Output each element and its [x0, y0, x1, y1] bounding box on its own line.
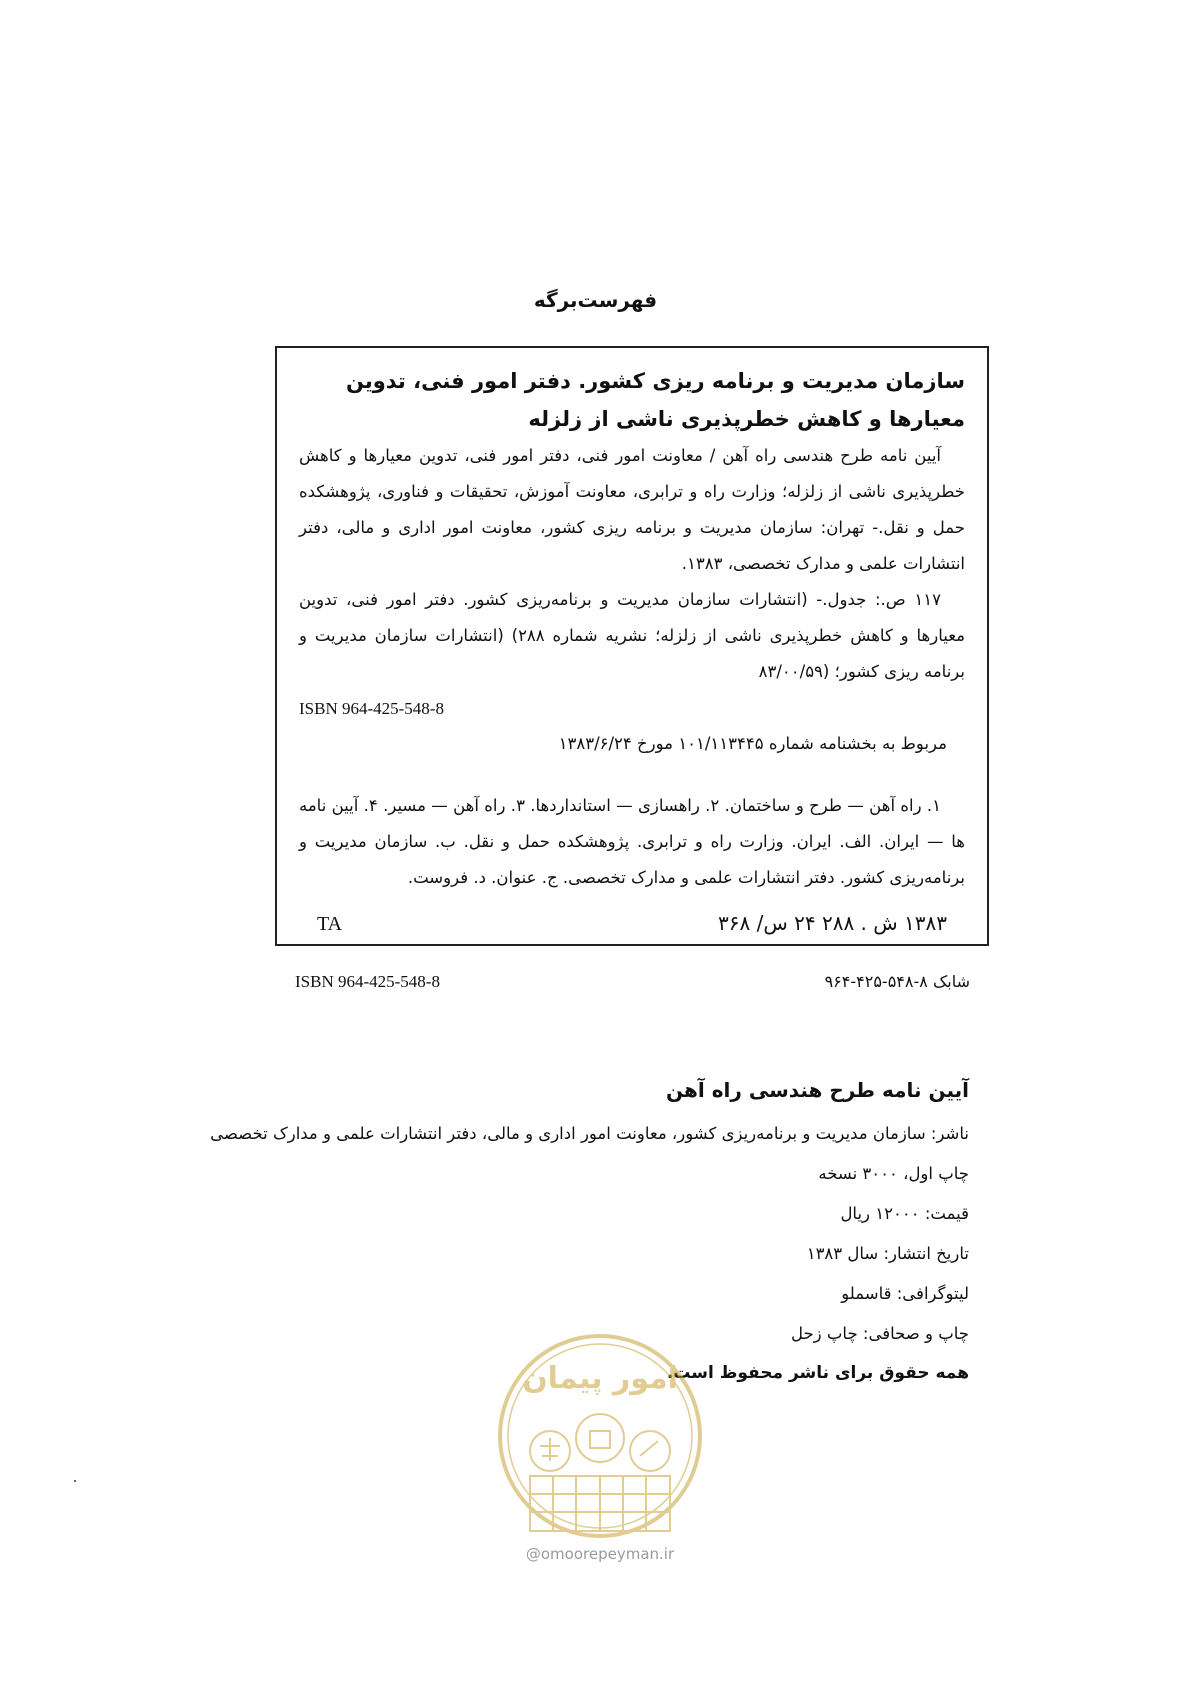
publisher-line: ناشر: سازمان مدیریت و برنامه‌ریزی کشور، معاونت امور اداری و مالی، دفتر انتشارات علمی و مدارک تخصصی [210, 1124, 969, 1143]
book-title: آیین نامه طرح هندسی راه آهن [666, 1078, 969, 1102]
circular-note: مربوط به بخشنامه شماره ۱۰۱/۱۱۳۴۴۵ مورخ ۱۳۸۳/۶/۲۴ [558, 734, 947, 753]
classification-lc: TA [317, 913, 343, 935]
watermark-site: @omoorepeyman.ir [525, 1545, 675, 1563]
lithography-line: لیتوگرافی: قاسملو [841, 1284, 969, 1303]
rights-statement: همه حقوق برای ناشر محفوظ است. [666, 1363, 969, 1383]
isbn-en: ISBN 964-425-548-8 [295, 972, 440, 991]
classification-number [317, 911, 947, 936]
isbn-fa: شابک ۸-۵۴۸-۴۲۵-۹۶۴ [824, 972, 970, 991]
cip-isbn: ISBN 964-425-548-8 [299, 699, 444, 718]
isbn-row [295, 972, 970, 992]
page-title: فهرست‌برگه [533, 288, 658, 312]
scan-speck [74, 1480, 76, 1482]
cip-description: آیین نامه طرح هندسی راه آهن / معاونت امور فنی، دفتر امور فنی، تدوین معیارها و کاهش خطرپذیری ناشی از زلزله؛ وزارت راه و ترابری، معاونت آموزش، تحقیقات و فناوری، پژوهشکده حمل و نقل.- تهران: سازمان مدیریت و برنامه ریزی کشور، معاونت امور اداری و مالی، دفتر انتشارات علمی و مدارک تخصصی، ۱۳۸۳. [299, 446, 965, 573]
cataloging-record [275, 346, 989, 946]
watermark-logo-icon [490, 1326, 710, 1574]
price-line: قیمت: ۱۲۰۰۰ ریال [840, 1204, 969, 1223]
subject-headings: ۱. راه آهن — طرح و ساختمان. ۲. راهسازی — استانداردها. ۳. راه آهن — مسیر. ۴. آیین نامه ها — ایران. الف. ایران. وزارت راه و ترابری. پژوهشکده حمل و نقل. ب. سازمان مدیریت و برنامه‌ریزی کشور. دفتر انتشارات علمی و مدارک تخصصی. ج. عنوان. د. فروست. [299, 796, 965, 887]
cip-heading: سازمان مدیریت و برنامه ریزی کشور. دفتر امور فنی، تدوین معیارها و کاهش خطرپذیری ناشی از زلزله [345, 369, 965, 431]
printing-line: چاپ و صحافی: چاپ زحل [790, 1324, 969, 1343]
cip-collation: ۱۱۷ ص.: جدول.- (انتشارات سازمان مدیریت و برنامه‌ریزی کشور. دفتر امور فنی، تدوین معیارها و کاهش خطرپذیری ناشی از زلزله؛ نشریه شماره ۲۸۸) (انتشارات سازمان مدیریت و برنامه ریزی کشور؛ (۸۳/۰۰/۵۹ [299, 590, 965, 681]
classification-fa: ۱۳۸۳ ش . ۲۸۸ ۲۴ س/ ۳۶۸ [718, 911, 947, 935]
watermark-logo-text: امور پیمان [522, 1361, 678, 1396]
publication-date-line: تاریخ انتشار: سال ۱۳۸۳ [806, 1244, 969, 1263]
edition-line: چاپ اول، ۳۰۰۰ نسخه [818, 1164, 969, 1183]
